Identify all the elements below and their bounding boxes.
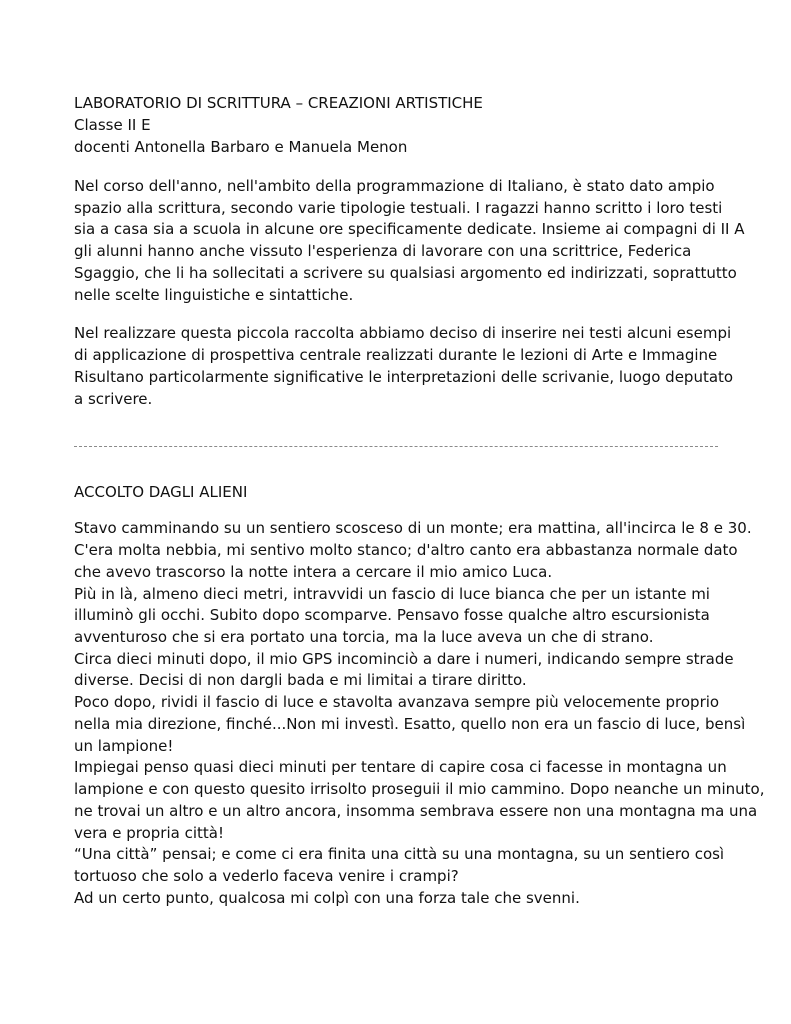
- story-line: Stavo camminando su un sentiero scosceso di un monte; era mattina, all'incirca le 8 e 30.: [74, 519, 752, 537]
- story-line: Impiegai penso quasi dieci minuti per tentare di capire cosa ci facesse in montagna un: [74, 758, 727, 776]
- paragraph-line: gli alunni hanno anche vissuto l'esperienza di lavorare con una scrittrice, Federica: [74, 242, 692, 260]
- paragraph-line: nelle scelte linguistiche e sintattiche.: [74, 286, 354, 304]
- story-line: un lampione!: [74, 737, 174, 755]
- story-line: C'era molta nebbia, mi sentivo molto stanco; d'altro canto era abbastanza normale dato: [74, 541, 738, 559]
- teachers-label: docenti Antonella Barbaro e Manuela Menon: [74, 138, 408, 156]
- story-line: Poco dopo, rividi il fascio di luce e stavolta avanzava sempre più velocemente proprio: [74, 693, 720, 711]
- paragraph-line: spazio alla scrittura, secondo varie tipologie testuali. I ragazzi hanno scritto i loro testi: [74, 199, 723, 217]
- story-title: ACCOLTO DAGLI ALIENI: [74, 483, 248, 501]
- paragraph-line: Nel realizzare questa piccola raccolta abbiamo deciso di inserire nei testi alcuni esempi: [74, 324, 732, 342]
- story-line: Più in là, almeno dieci metri, intravvidi un fascio di luce bianca che per un istante mi: [74, 585, 710, 603]
- document-title: LABORATORIO DI SCRITTURA – CREAZIONI ARTISTICHE: [74, 94, 483, 112]
- paragraph-line: Nel corso dell'anno, nell'ambito della programmazione di Italiano, è stato dato ampio: [74, 177, 715, 195]
- story-line: avventuroso che si era portato una torcia, ma la luce aveva un che di strano.: [74, 628, 654, 646]
- story-line: Ad un certo punto, qualcosa mi colpì con una forza tale che svenni.: [74, 889, 580, 907]
- paragraph-line: Sgaggio, che li ha sollecitati a scrivere su qualsiasi argomento ed indirizzati, soprattutto: [74, 264, 737, 282]
- story-line: Circa dieci minuti dopo, il mio GPS incominciò a dare i numeri, indicando sempre strade: [74, 650, 734, 668]
- story-line: “Una città” pensai; e come ci era finita una città su una montagna, su un sentiero così: [74, 845, 725, 863]
- paragraph-line: Risultano particolarmente significative le interpretazioni delle scrivanie, luogo deputato: [74, 368, 734, 386]
- story-line: ne trovai un altro e un altro ancora, insomma sembrava essere non una montagna ma una: [74, 802, 758, 820]
- class-label: Classe II E: [74, 116, 151, 134]
- paragraph-line: a scrivere.: [74, 390, 153, 408]
- story-line: che avevo trascorso la notte intera a cercare il mio amico Luca.: [74, 563, 553, 581]
- story-line: nella mia direzione, finché...Non mi investì. Esatto, quello non era un fascio di luce, bensì: [74, 715, 746, 733]
- section-divider: [74, 446, 718, 448]
- story-line: diverse. Decisi di non dargli bada e mi limitai a tirare diritto.: [74, 671, 527, 689]
- story-line: tortuoso che solo a vederlo faceva venire i crampi?: [74, 867, 459, 885]
- paragraph-line: di applicazione di prospettiva centrale realizzati durante le lezioni di Arte e Immagine: [74, 346, 718, 364]
- story-line: vera e propria città!: [74, 824, 224, 842]
- paragraph-line: sia a casa sia a scuola in alcune ore specificamente dedicate. Insieme ai compagni di II A: [74, 220, 745, 238]
- story-line: illuminò gli occhi. Subito dopo scomparve. Pensavo fosse qualche altro escursionista: [74, 606, 710, 624]
- story-line: lampione e con questo quesito irrisolto proseguii il mio cammino. Dopo neanche un minuto,: [74, 780, 765, 798]
